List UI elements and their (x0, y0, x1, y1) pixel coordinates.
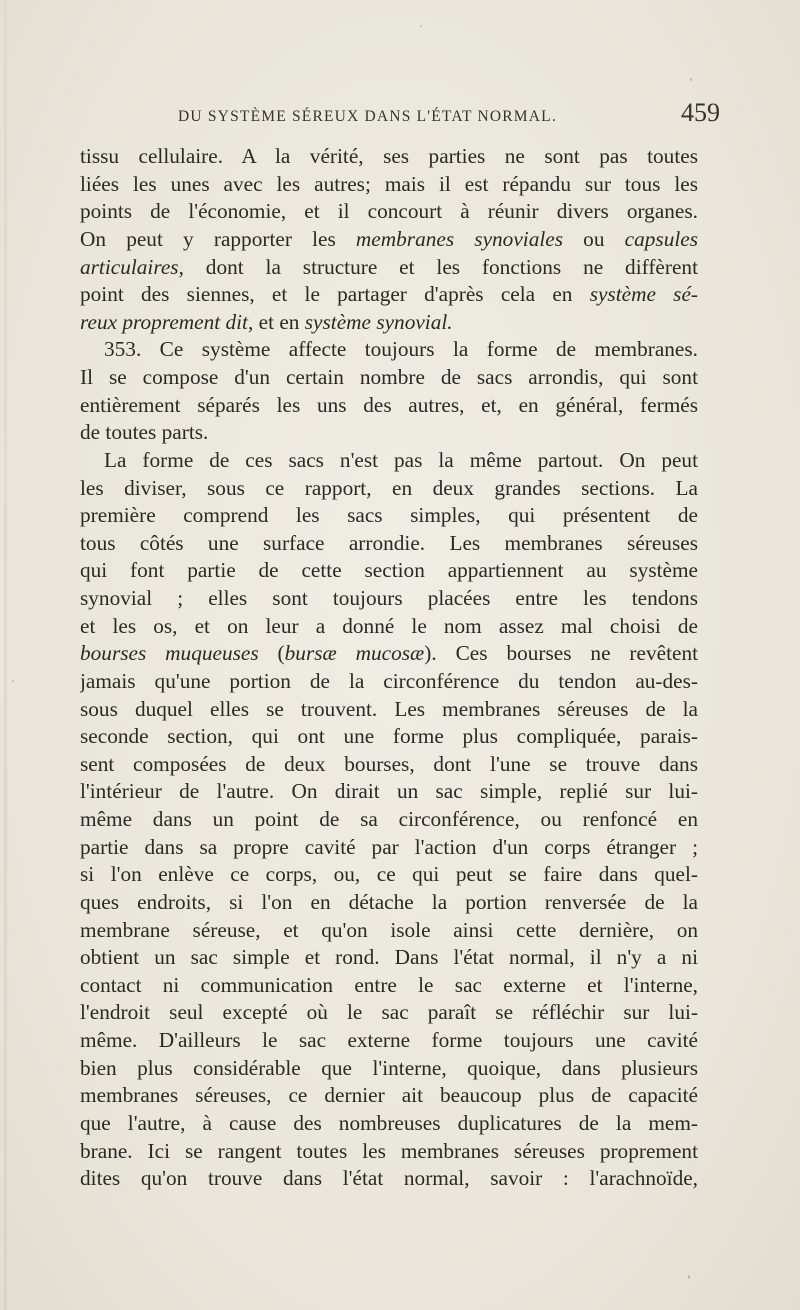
running-head: DU SYSTÈME SÉREUX DANS L'ÉTAT NORMAL. (178, 108, 557, 125)
text-segment: liées les unes avec les autres; mais il est répandu sur tous les (80, 171, 698, 196)
text-segment: ( (258, 641, 285, 666)
text-line (80, 198, 698, 226)
text-segment: entièrement séparés les uns des autres, et, en général, fermés (80, 392, 698, 417)
text-line (80, 364, 698, 392)
paper-speck (688, 1275, 690, 1279)
text-line (80, 1110, 698, 1138)
text-segment: si l'on enlève ce corps, ou, ce qui peut se faire dans quel- (80, 862, 698, 887)
text-segment: obtient un sac simple et rond. Dans l'état normal, il n'y a ni (80, 945, 698, 970)
text-line (80, 889, 698, 917)
italic-text: reux proprement dit (80, 309, 248, 334)
text-line (80, 447, 698, 475)
text-line (80, 309, 698, 337)
text-segment: l'endroit seul excepté où le sac paraît se réfléchir sur lui- (80, 1000, 698, 1025)
text-line (80, 585, 698, 613)
text-segment: l'intérieur de l'autre. On dirait un sac simple, replié sur lui- (80, 779, 698, 804)
text-segment: contact ni communication entre le sac externe et l'interne, (80, 972, 698, 997)
text-line (80, 502, 698, 530)
text-line (80, 254, 698, 282)
italic-text: système synovial. (304, 309, 453, 334)
paper-speck (420, 25, 422, 27)
text-line (80, 778, 698, 806)
paper-speck (690, 78, 692, 81)
text-line (80, 171, 698, 199)
text-line (80, 834, 698, 862)
text-segment: synovial ; elles sont toujours placées entre les tendons (80, 586, 698, 610)
italic-text: système sé- (589, 282, 698, 307)
text-line (80, 806, 698, 834)
text-segment: tissu cellulaire. A la vérité, ses parties ne sont pas toutes (80, 144, 698, 168)
text-segment: La forme de ces sacs n'est pas la même partout. On peut (104, 447, 698, 472)
text-line (80, 475, 698, 503)
text-segment: brane. Ici se rangent toutes les membranes séreuses proprement (80, 1138, 698, 1163)
text-line (80, 1138, 698, 1166)
text-line (80, 557, 698, 585)
text-segment: même dans un point de sa circonférence, ou renfoncé en (80, 807, 698, 831)
text-segment: et les os, et on leur a donné le nom assez mal choisi de (80, 613, 698, 638)
text-line (80, 226, 698, 254)
text-line (80, 751, 698, 779)
text-segment: première comprend les sacs simples, qui présentent de (80, 503, 698, 528)
italic-text: bourses muqueuses (80, 641, 259, 666)
text-segment: jamais qu'une portion de la circonférence du tendon au-des- (80, 668, 698, 693)
text-segment: bien plus considérable que l'interne, quoique, dans plusieurs (80, 1055, 698, 1080)
text-segment: dites qu'on trouve dans l'état normal, savoir : l'arachnoïde, (80, 1166, 698, 1191)
text-line (80, 392, 698, 420)
text-line (80, 972, 698, 1000)
text-line (80, 530, 698, 558)
text-segment: que l'autre, à cause des nombreuses duplicatures de la mem- (80, 1110, 698, 1135)
text-segment: points de l'économie, et il concourt à réunir divers organes. (80, 199, 698, 224)
text-line (80, 1027, 698, 1055)
text-segment: membranes séreuses, ce dernier ait beaucoup plus de capacité (80, 1083, 698, 1108)
text-segment: membrane séreuse, et qu'on isole ainsi cette dernière, on (80, 917, 698, 942)
text-segment: ). Ces bourses ne revêtent (424, 641, 698, 666)
page-number: 459 (681, 98, 720, 127)
text-segment: les diviser, sous ce rapport, en deux grandes sections. La (80, 475, 698, 500)
text-segment: 353. Ce système affecte toujours la forme de membranes. (104, 337, 698, 362)
body-text (80, 143, 698, 1193)
text-segment: sous duquel elles se trouvent. Les membranes séreuses de la (80, 696, 698, 721)
text-segment: ou (563, 226, 625, 251)
text-segment: partie dans sa propre cavité par l'action d'un corps étranger ; (80, 834, 698, 859)
text-line (80, 917, 698, 945)
text-segment: qui font partie de cette section appartiennent au système (80, 558, 698, 583)
paper-speck (12, 680, 14, 682)
text-segment: On peut y rapporter les (80, 226, 356, 251)
text-line (80, 944, 698, 972)
text-segment: tous côtés une surface arrondie. Les membranes séreuses (80, 530, 698, 555)
italic-text: bursæ mucosæ (284, 641, 425, 666)
text-line (80, 281, 698, 309)
text-segment: ques endroits, si l'on en détache la portion renversée de la (80, 889, 698, 914)
text-line (80, 723, 698, 751)
text-line (80, 143, 698, 171)
italic-text: membranes synoviales (355, 226, 563, 251)
text-line (80, 1165, 698, 1193)
text-line (80, 613, 698, 641)
text-segment: seconde section, qui ont une forme plus compliquée, parais- (80, 724, 698, 749)
text-segment: de toutes parts. (80, 420, 209, 445)
italic-text: articulaires (80, 254, 179, 279)
text-line (80, 668, 698, 696)
text-line (80, 696, 698, 724)
text-line (80, 419, 698, 447)
text-segment: , et en (247, 309, 305, 334)
page-header (80, 100, 720, 136)
text-segment: sent composées de deux bourses, dont l'une se trouve dans (80, 751, 698, 776)
text-line (80, 861, 698, 889)
text-segment: Il se compose d'un certain nombre de sacs arrondis, qui sont (80, 365, 698, 389)
text-segment: même. D'ailleurs le sac externe forme toujours une cavité (80, 1028, 698, 1052)
text-line (80, 999, 698, 1027)
italic-text: capsules (624, 226, 698, 251)
text-segment: point des siennes, et le partager d'après cela en (80, 282, 590, 307)
text-line (80, 1055, 698, 1083)
text-line (80, 336, 698, 364)
text-line (80, 640, 698, 668)
text-line (80, 1082, 698, 1110)
text-segment: , dont la structure et les fonctions ne diffèrent (178, 254, 698, 279)
